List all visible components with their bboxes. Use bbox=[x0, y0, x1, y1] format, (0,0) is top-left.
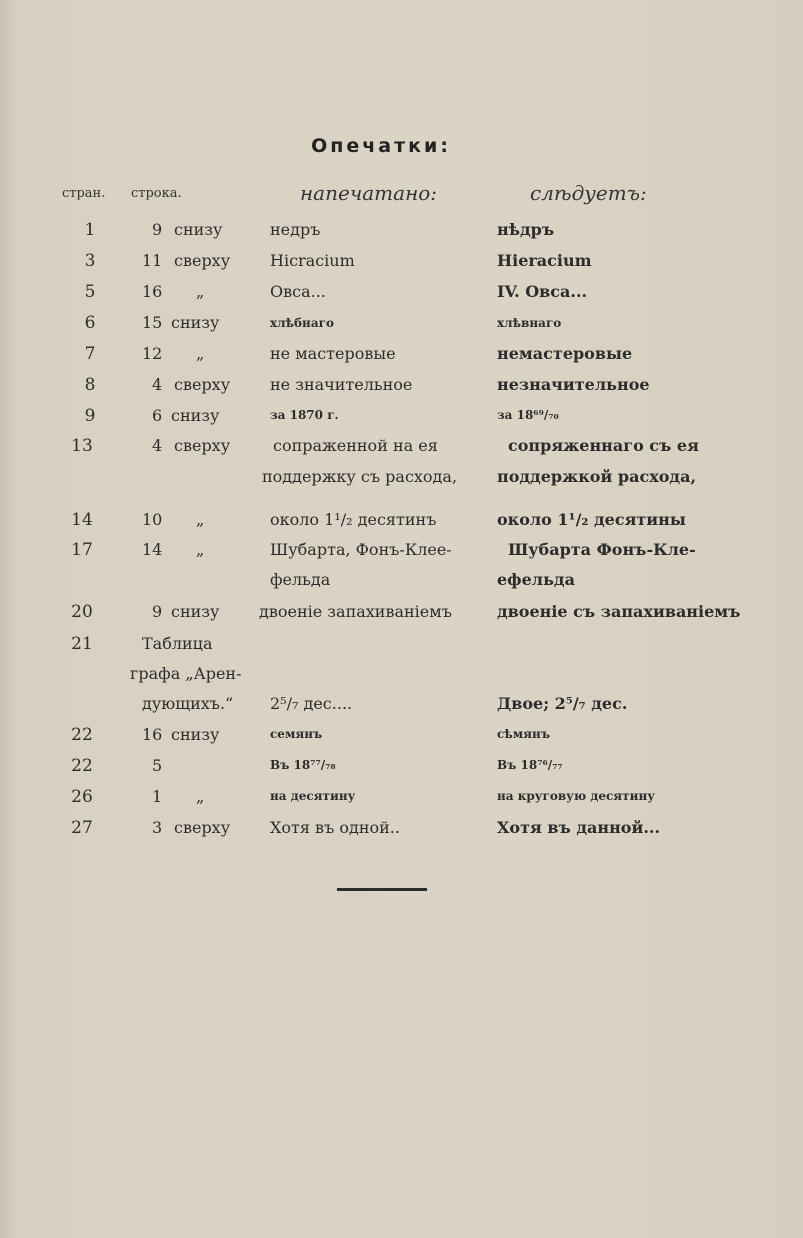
row-printed: Въ 18⁷⁷/₇₈ bbox=[270, 758, 336, 772]
row-page: 9 bbox=[84, 406, 96, 426]
row-printed: Hicracium bbox=[270, 251, 355, 270]
row-printed: двоеніе запахиваніемъ bbox=[259, 602, 452, 621]
row-printed: Овса... bbox=[270, 282, 326, 301]
row-line: 16 bbox=[142, 725, 163, 744]
row-line: 12 bbox=[142, 344, 163, 363]
row-page: 21 bbox=[71, 634, 93, 654]
row-should: двоеніе съ запахиваніемъ bbox=[497, 602, 741, 621]
row-printed: Шубарта, Фонъ-Клее- bbox=[270, 540, 452, 559]
row-printed: не значительное bbox=[270, 375, 413, 394]
row-line: 16 bbox=[142, 282, 163, 301]
row-printed: семянъ bbox=[270, 727, 323, 741]
row-page: 3 bbox=[84, 251, 96, 271]
row-should-cont: ефельда bbox=[497, 570, 575, 589]
row-position: снизу bbox=[171, 725, 220, 744]
row-page: 22 bbox=[71, 725, 93, 745]
row-page: 22 bbox=[71, 756, 93, 776]
row-should: сопряженнаго съ ея bbox=[508, 436, 699, 455]
row-page: 8 bbox=[84, 375, 96, 395]
row-should: сѣмянъ bbox=[497, 727, 551, 741]
row-page: 6 bbox=[84, 313, 96, 333]
row-printed: сопраженной на ея bbox=[273, 436, 438, 455]
row-should: на круговую десятину bbox=[497, 789, 655, 803]
row-should: Хотя въ данной... bbox=[497, 818, 661, 837]
row-line: 5 bbox=[152, 756, 163, 775]
row-printed: на десятину bbox=[270, 789, 356, 803]
row-printed: Хотя въ одной.. bbox=[270, 818, 400, 837]
row-printed-cont: поддержку съ расхода, bbox=[262, 467, 458, 486]
row-printed: 2⁵/₇ дес.... bbox=[270, 694, 353, 713]
row-page: 14 bbox=[71, 510, 93, 530]
header-should-be: слѣдуетъ: bbox=[530, 181, 647, 205]
row-should: хлѣвнаго bbox=[497, 316, 562, 330]
row-page: 13 bbox=[71, 436, 93, 456]
row-printed-cont: фельда bbox=[270, 570, 331, 589]
row-line: 15 bbox=[142, 313, 163, 332]
row-printed: около 1¹/₂ десятинъ bbox=[270, 510, 437, 529]
header-printed: напечатано: bbox=[300, 181, 438, 205]
row-should: Въ 18⁷⁶/₇₇ bbox=[497, 758, 563, 772]
row-position: „ bbox=[196, 540, 205, 559]
row-position: „ bbox=[196, 344, 205, 363]
row-position: сверху bbox=[174, 375, 231, 394]
row-should: около 1¹/₂ десятины bbox=[497, 510, 686, 529]
page-title: Опечатки: bbox=[311, 135, 451, 157]
row-line: 9 bbox=[152, 602, 163, 621]
row-printed: недръ bbox=[270, 220, 321, 239]
row-position: снизу bbox=[171, 313, 220, 332]
row-page: 7 bbox=[84, 344, 96, 364]
row-page: 26 bbox=[71, 787, 93, 807]
row-position: „ bbox=[196, 787, 205, 806]
row-should: Шубарта Фонъ-Кле- bbox=[508, 540, 696, 559]
row-printed: не мастеровые bbox=[270, 344, 396, 363]
row-should: Двое; 2⁵/₇ дес. bbox=[497, 694, 628, 713]
row-page: 5 bbox=[84, 282, 96, 302]
row-position: „ bbox=[196, 282, 205, 301]
row-line: 1 bbox=[152, 787, 163, 806]
row-printed: за 1870 г. bbox=[270, 408, 339, 422]
row-position: сверху bbox=[174, 251, 231, 270]
row-should-cont: поддержкой расхода, bbox=[497, 467, 697, 486]
row-line: 4 bbox=[152, 436, 163, 455]
row-should: нѣдръ bbox=[497, 220, 555, 239]
row-should: IV. Овса... bbox=[497, 282, 588, 301]
row-line: 9 bbox=[152, 220, 163, 239]
row-should: немастеровые bbox=[497, 344, 633, 363]
row-should: Hieracium bbox=[497, 251, 592, 270]
row-line: 10 bbox=[142, 510, 163, 529]
closing-rule bbox=[337, 888, 427, 891]
row-should: за 18⁶⁹/₇₀ bbox=[497, 408, 559, 422]
row-page: 17 bbox=[71, 540, 93, 560]
header-page: стран. bbox=[62, 186, 106, 201]
row-position: снизу bbox=[174, 220, 223, 239]
header-line: строка. bbox=[131, 186, 182, 201]
row-line: 14 bbox=[142, 540, 163, 559]
row-line-cont: дующихъ.“ bbox=[142, 694, 234, 713]
row-page: 20 bbox=[71, 602, 93, 622]
row-line-cont: графа „Арен- bbox=[130, 664, 242, 683]
row-position: сверху bbox=[174, 436, 231, 455]
row-line: Таблица bbox=[142, 634, 213, 653]
row-position: снизу bbox=[171, 602, 220, 621]
row-printed: хлѣбнаго bbox=[270, 316, 334, 330]
row-line: 11 bbox=[142, 251, 163, 270]
row-line: 6 bbox=[152, 406, 163, 425]
row-should: незначительное bbox=[497, 375, 650, 394]
row-position: снизу bbox=[171, 406, 220, 425]
row-page: 27 bbox=[71, 818, 93, 838]
row-position: сверху bbox=[174, 818, 231, 837]
row-position: „ bbox=[196, 510, 205, 529]
row-line: 4 bbox=[152, 375, 163, 394]
row-line: 3 bbox=[152, 818, 163, 837]
row-page: 1 bbox=[84, 220, 96, 240]
